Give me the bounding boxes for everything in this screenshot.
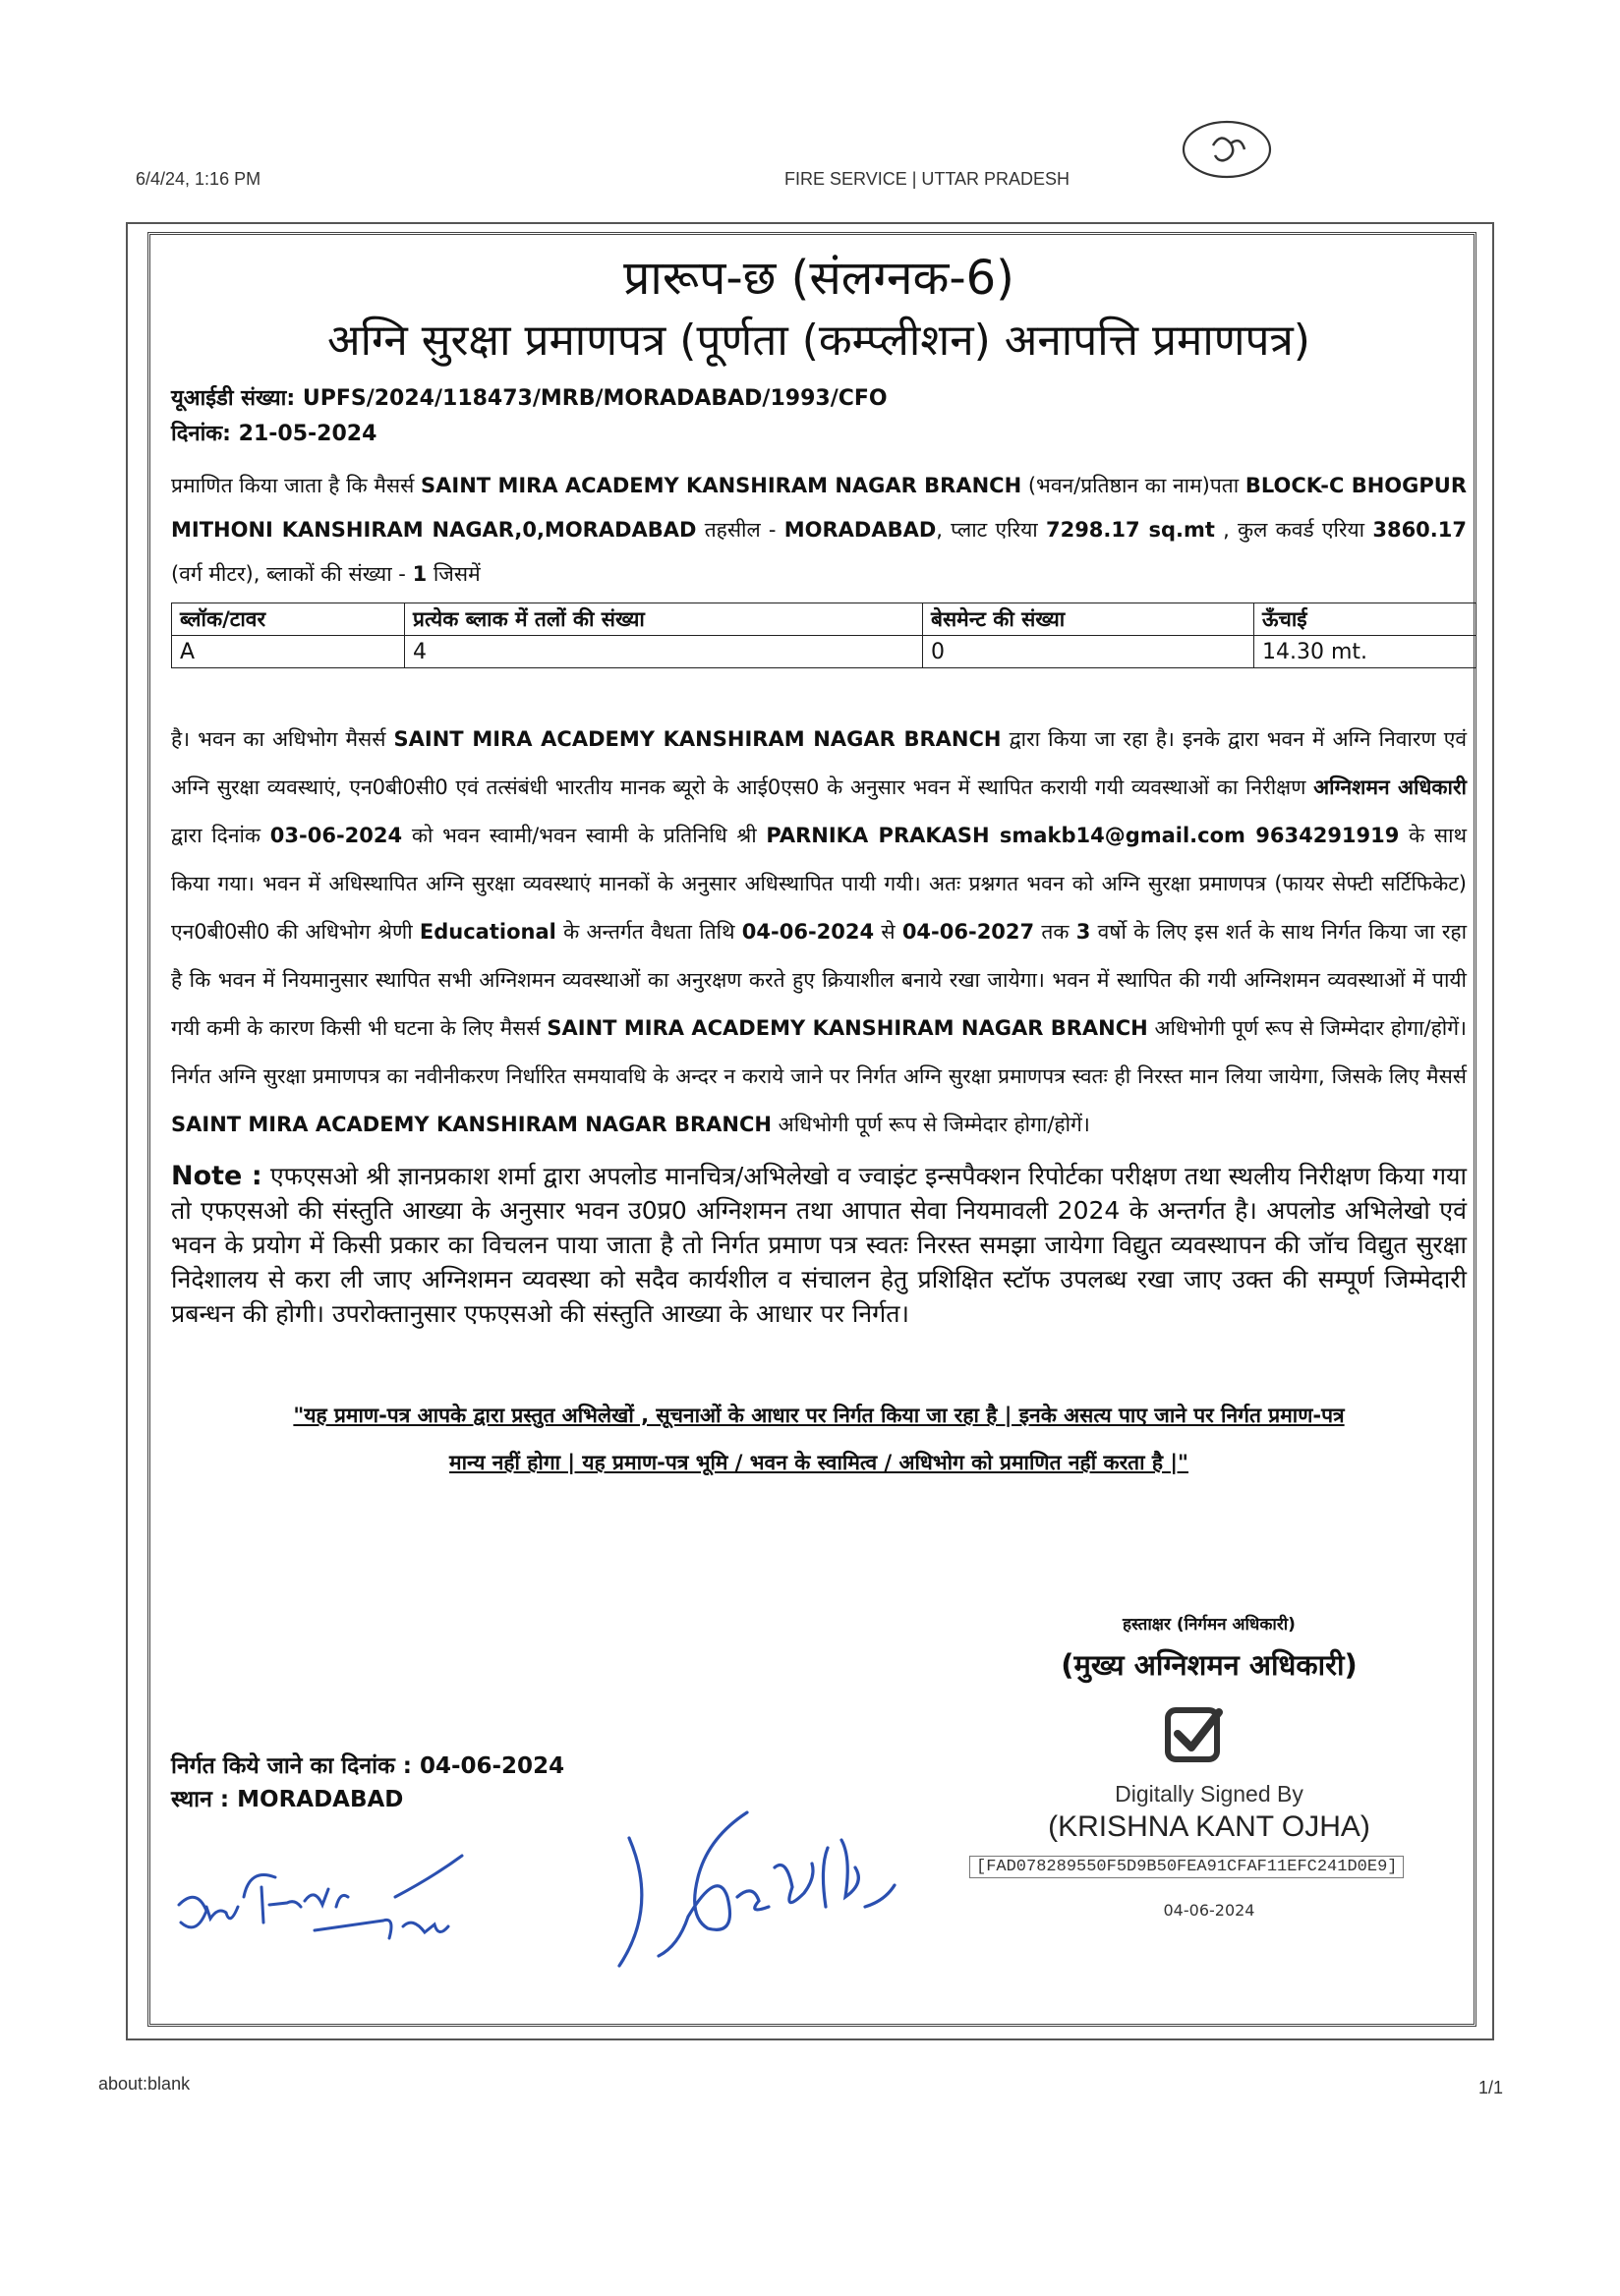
intro-text: (वर्ग मीटर), ब्लाकों की संख्या - [171, 562, 413, 586]
body-text: से [874, 920, 902, 944]
issue-details [171, 1750, 564, 1816]
note-paragraph [171, 1159, 1467, 1331]
certificate-content [171, 244, 1467, 1486]
body-text: वर्षो के लिए इस शर्त के साथ निर्गत किया जा रहा है कि भवन में नियमानुसार स्थापित सभी अग्निशमन व्यवस्थाओं का अनुरक्षण करते हुए क्रियाशील बनाये रखा जायेगा। भवन में स्थापित की गयी अग्निशमन व्यवस्थाओं में पायी गयी कमी के कारण किसी भी घटना के लिए मैसर्स [171, 920, 1468, 1040]
handwritten-circle-mark [1176, 110, 1282, 189]
intro-text: , कुल कवर्ड एरिया [1214, 518, 1373, 542]
note-text: एफएसओ श्री ज्ञानप्रकाश शर्मा द्वारा अपलोड मानचित्र/अभिलेखो व ज्वाइंट इन्सपैक्शन रिपोर्टका परीक्षण तथा स्थलीय निरीक्षण किया गया तो एफएसओ की संस्तुति आख्या के अनुसार भवन उ0प्र0 अग्निशमन तथा आपात सेवा नियमावली 2024 के अन्तर्गत है। अपलोड अभिलेखो एवं भवन के प्रयोग में किसी प्रकार का विचलन पाया जाता है तो निर्गत प्रमाण पत्र स्वतः निरस्त समझा जायेगा विद्युत व्यवस्थापन की जॉच विद्युत सुरक्षा निदेशालय से करा ली जाए अग्निशमन व्यवस्था को सदैव कार्यशील व संचालन हेतु प्रशिक्षित स्टॉफ उपलब्ध रखा जाए उक्त की सम्पूर्ण जिम्मेदारी प्रबन्धन की होगी। उपरोक्तानुसार एफएसओ की संस्तुति आख्या के आधार पर निर्गत। [171, 1162, 1467, 1328]
inspecting-officer: अग्निशमन अधिकारी [1313, 775, 1467, 799]
occupant-name: SAINT MIRA ACADEMY KANSHIRAM NAGAR BRANCH [171, 1113, 772, 1136]
signer-name: (KRISHNA KANT OJHA) [1048, 1810, 1370, 1843]
print-page-number: 1/1 [1478, 2078, 1504, 2097]
body-text: के साथ किया गया। भवन में अधिस्थापित अग्नि सुरक्षा व्यवस्थाएं मानकों के अनुसार अधिस्थापित पायी गयी। अतः प्रश्नगत भवन को अग्नि सुरक्षा प्रमाणपत्र (फायर सेफ्टी सर्टिफिकेट) एन0बी0सी0 की अधिभोग श्रेणी [171, 824, 1467, 944]
occupant-name: SAINT MIRA ACADEMY KANSHIRAM NAGAR BRANCH [393, 727, 1002, 751]
issue-place-label: स्थान : [171, 1787, 238, 1812]
intro-text: , प्लाट एरिया [936, 518, 1046, 542]
table-cell: 4 [405, 636, 923, 668]
print-datetime: 6/4/24, 1:16 PM [136, 169, 261, 189]
form-title: प्रारूप-छ (संलग्नक-6) [623, 251, 1014, 306]
intro-text: तहसील - [696, 518, 784, 542]
handwritten-signature-left [167, 1848, 521, 1976]
issue-place-value: MORADABAD [237, 1787, 404, 1812]
disclaimer-line: मान्य नहीं होगा | यह प्रमाण-पत्र भूमि / भवन के स्वामित्व / अधिभोग को प्रमाणित नहीं करता है |" [449, 1451, 1188, 1474]
representative-details: PARNIKA PRAKASH smakb14@gmail.com 9634291919 [766, 824, 1400, 847]
handwritten-signature-right [600, 1799, 934, 1976]
date-line [171, 417, 1467, 452]
table-cell: 0 [923, 636, 1254, 668]
issue-date-line [171, 1750, 564, 1783]
table-row [172, 636, 1476, 668]
certificate-title: अग्नि सुरक्षा प्रमाणपत्र (पूर्णता (कम्प्लीशन) अनापत्ति प्रमाणपत्र) [327, 316, 1310, 366]
body-text: द्वारा दिनांक [171, 824, 270, 847]
plot-area-value: 7298.17 sq.mt [1045, 518, 1215, 542]
date-value: 21-05-2024 [238, 422, 377, 446]
validity-to: 04-06-2027 [901, 920, 1035, 944]
note-label: Note : [171, 1161, 262, 1191]
table-cell: A [172, 636, 405, 668]
print-page-title: FIRE SERVICE | UTTAR PRADESH [784, 169, 1070, 189]
table-header: बेसमेन्ट की संख्या [923, 603, 1254, 636]
body-text: के अन्तर्गत वैधता तिथि [555, 920, 742, 944]
signature-label: हस्ताक्षर (निर्गमन अधिकारी) [1123, 1615, 1296, 1635]
digitally-signed-by-label: Digitally Signed By [1115, 1781, 1303, 1807]
signature-date: 04-06-2024 [1163, 1901, 1255, 1920]
occupancy-category: Educational [419, 920, 556, 944]
print-url: about:blank [98, 2074, 191, 2094]
body-text: अधिभोगी पूर्ण रूप से जिम्मेदार होगा/होगें। [772, 1113, 1090, 1136]
inspection-date: 03-06-2024 [269, 824, 403, 847]
body-text: को भवन स्वामी/भवन स्वामी के प्रतिनिधि श्री [402, 824, 767, 847]
digital-signature-check-icon [1164, 1704, 1225, 1765]
occupant-name: SAINT MIRA ACADEMY KANSHIRAM NAGAR BRANCH [547, 1016, 1148, 1040]
uid-value: UPFS/2024/118473/MRB/MORADABAD/1993/CFO [302, 386, 888, 411]
intro-text: (भवन/प्रतिष्ठान का नाम)पता [1021, 474, 1245, 497]
table-header-row [172, 603, 1476, 636]
validity-from: 04-06-2024 [741, 920, 875, 944]
body-text: है। भवन का अधिभोग मैसर्स [171, 727, 394, 751]
uid-line [171, 381, 1467, 417]
body-text: द्वारा किया जा रहा है। इनके द्वारा भवन में अग्नि निवारण एवं अग्नि सुरक्षा व्यवस्थाएं, एन0बी0सी0 एवं तत्संबंधी भारतीय मानक ब्यूरो के आई0एस0 के अनुसार भवन में स्थापित करायी गयी व्यवस्थाओं का निरीक्षण [171, 727, 1467, 799]
issue-date-value: 04-06-2024 [419, 1753, 565, 1779]
intro-text: प्रमाणित किया जाता है कि मैसर्स [171, 474, 422, 497]
table-cell: 14.30 mt. [1254, 636, 1476, 668]
establishment-address: BLOCK-C BHOGPUR MITHONI KANSHIRAM NAGAR,0,MORADABAD [171, 474, 1467, 542]
tehsil-value: MORADABAD [783, 518, 937, 542]
disclaimer [171, 1392, 1467, 1486]
table-header: ब्लॉक/टावर [172, 603, 405, 636]
uid-label: यूआईडी संख्या: [171, 386, 296, 411]
body-text: तक [1034, 920, 1076, 944]
block-count-value: 1 [412, 562, 428, 586]
date-label: दिनांक: [171, 422, 231, 446]
table-header: ऊँचाई [1254, 603, 1476, 636]
disclaimer-line: "यह प्रमाण-पत्र आपके द्वारा प्रस्तुत अभिलेखों , सूचनाओं के आधार पर निर्गत किया जा रहा है | इनके असत्य पाए जाने पर निर्गत प्रमाण-पत्र [293, 1404, 1345, 1427]
body-text: अधिभोगी पूर्ण रूप से जिम्मेदार होगा/होगें। निर्गत अग्नि सुरक्षा प्रमाणपत्र का नवीनीकरण निर्धारित समयावधि के अन्दर न कराये जाने पर निर्गत अग्नि सुरक्षा प्रमाणपत्र स्वतः ही निरस्त मान लिया जायेगा, जिसके लिए मैसर्स [171, 1016, 1467, 1088]
validity-years: 3 [1075, 920, 1091, 944]
table-header: प्रत्येक ब्लाक में तलों की संख्या [405, 603, 923, 636]
block-table [171, 603, 1476, 668]
covered-area-value: 3860.17 [1372, 518, 1467, 542]
intro-paragraph [171, 464, 1467, 597]
intro-text: जिसमें [427, 562, 481, 586]
signature-hash: [FAD078289550F5D9B50FEA91CFAF11EFC241D0E9] [969, 1856, 1404, 1878]
signatory-designation: (मुख्य अग्निशमन अधिकारी) [1061, 1648, 1358, 1682]
establishment-name: SAINT MIRA ACADEMY KANSHIRAM NAGAR BRANCH [421, 474, 1022, 497]
issue-place-line [171, 1783, 564, 1816]
body-paragraph [171, 716, 1467, 1149]
issue-date-label: निर्गत किये जाने का दिनांक : [171, 1753, 420, 1779]
